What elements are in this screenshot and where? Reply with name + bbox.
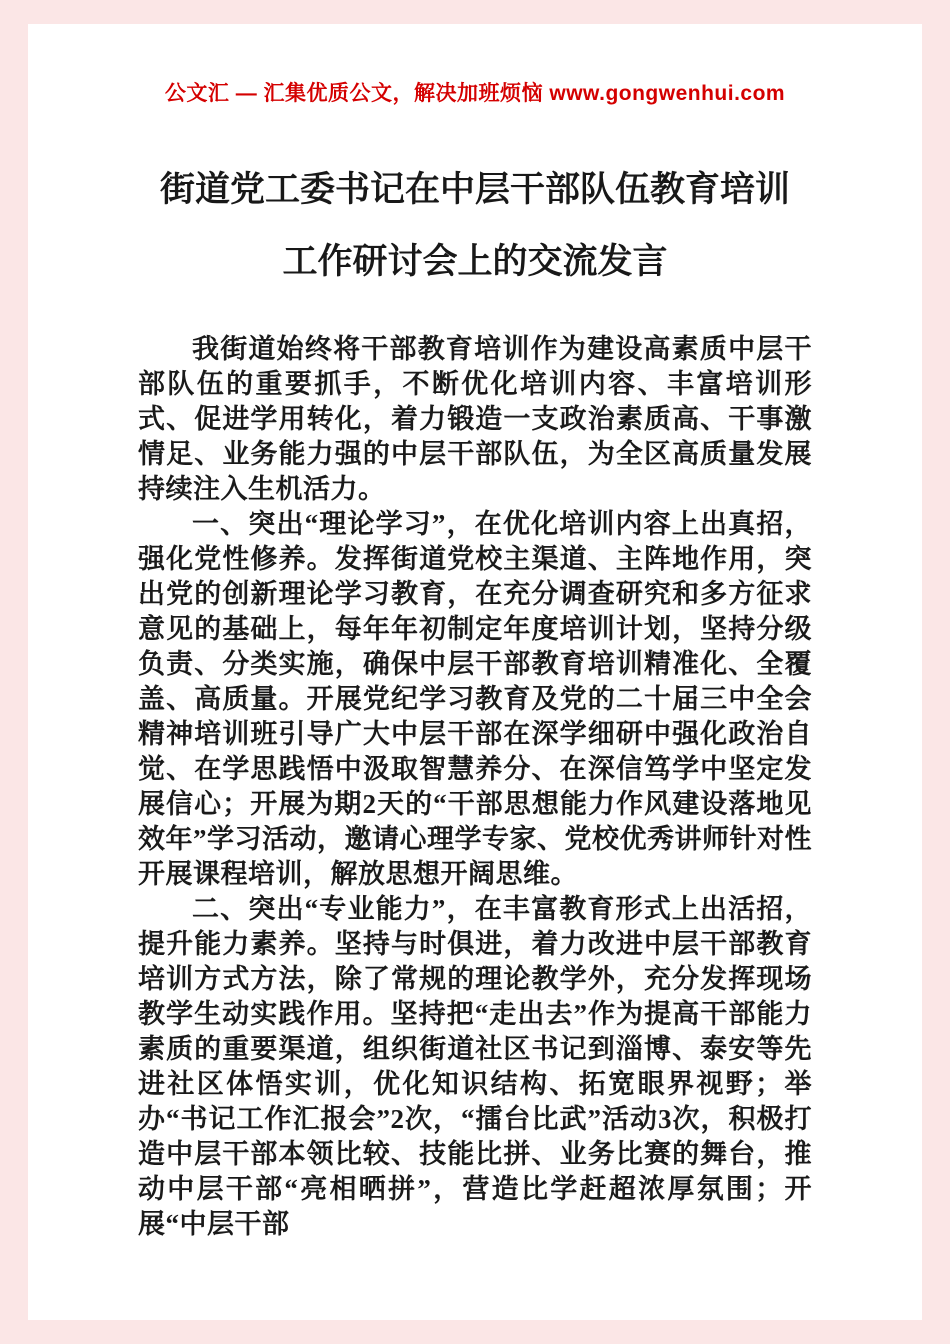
paragraph-section-2: 二、突出“专业能力”，在丰富教育形式上出活招，提升能力素养。坚持与时俱进，着力改进中层干部教育培训方式方法，除了常规的理论教学外，充分发挥现场教学生动实践作用。坚持把“走出去”作为提高干部能力素质的重要渠道，组织街道社区书记到淄博、泰安等先进社区体悟实训，优化知识结构、拓宽眼界视野；举办“书记工作汇报会”2次，“擂台比武”活动3次，积极打造中层干部本领比较、技能比拼、业务比赛的舞台，推动中层干部“亮相晒拼”，营造比学赶超浓厚氛围；开展“中层干部 [138, 894, 812, 1239]
document-title [88, 154, 862, 298]
document-page [28, 24, 922, 1320]
title-line-1: 街道党工委书记在中层干部队伍教育培训 [159, 170, 790, 209]
document-body [28, 332, 922, 1242]
paragraph-intro: 我街道始终将干部教育培训作为建设高素质中层干部队伍的重要抓手，不断优化培训内容、丰富培训形式、促进学用转化，着力锻造一支政治素质高、干事激情足、业务能力强的中层干部队伍，为全区高质量发展持续注入生机活力。 [138, 334, 812, 504]
title-line-2: 工作研讨会上的交流发言 [282, 242, 668, 281]
watermark-header: 公文汇 — 汇集优质公文，解决加班烦恼 www.gongwenhui.com [164, 82, 786, 105]
paragraph-section-1: 一、突出“理论学习”，在优化培训内容上出真招，强化党性修养。发挥街道党校主渠道、主阵地作用，突出党的创新理论学习教育，在充分调查研究和多方征求意见的基础上，每年年初制定年度培训计划，坚持分级负责、分类实施，确保中层干部教育培训精准化、全覆盖、高质量。开展党纪学习教育及党的二十届三中全会精神培训班引导广大中层干部在深学细研中强化政治自觉、在学思践悟中汲取智慧养分、在深信笃学中坚定发展信心；开展为期2天的“干部思想能力作风建设落地见效年”学习活动，邀请心理学专家、党校优秀讲师针对性开展课程培训，解放思想开阔思维。 [138, 509, 812, 889]
